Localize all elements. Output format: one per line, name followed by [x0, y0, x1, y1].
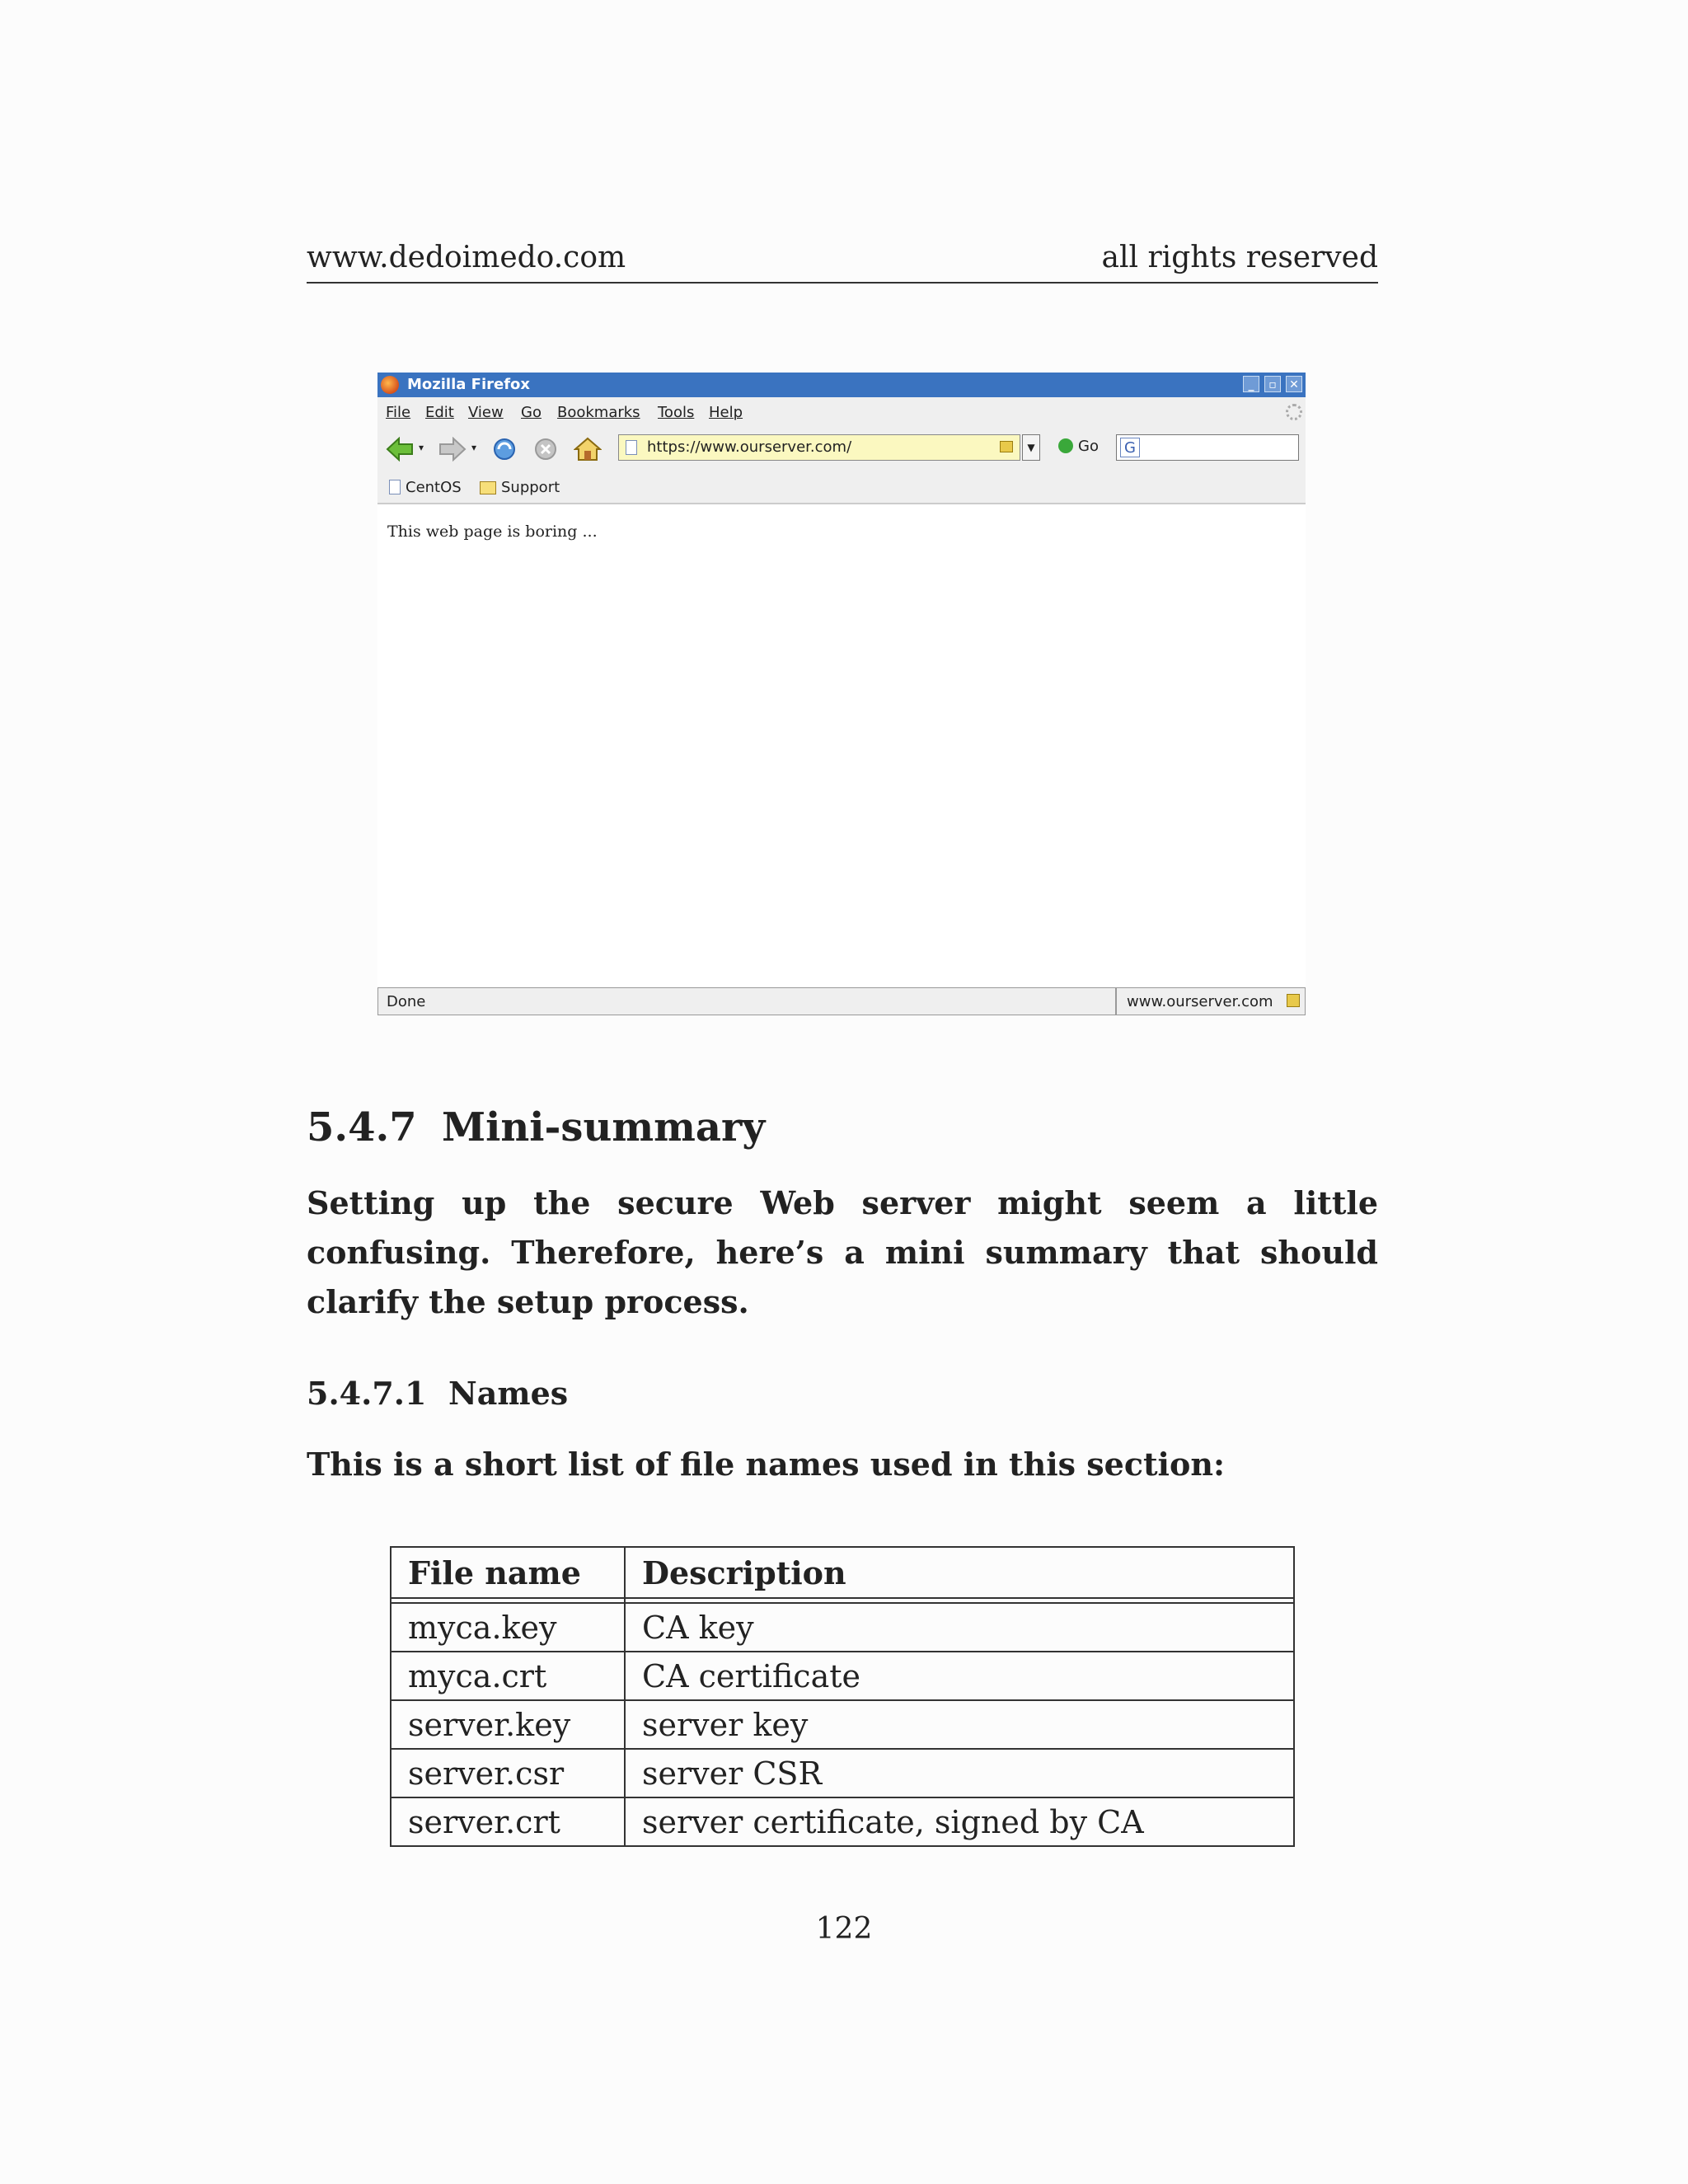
back-icon[interactable]	[386, 437, 414, 462]
bookmark-support[interactable]	[480, 479, 560, 496]
cell-file-name: server.csr	[391, 1749, 625, 1797]
header-file-name: File name	[391, 1547, 625, 1598]
status-padlock-icon[interactable]	[1287, 994, 1300, 1007]
throbber-icon	[1286, 404, 1302, 420]
search-engine-icon[interactable]: G	[1120, 438, 1140, 457]
navigation-toolbar	[377, 427, 1306, 470]
browser-titlebar	[377, 373, 1306, 397]
header-rights: all rights reserved	[1101, 241, 1378, 274]
padlock-icon[interactable]	[1000, 441, 1013, 452]
cell-file-name: myca.crt	[391, 1652, 625, 1700]
forward-icon[interactable]	[438, 437, 467, 462]
bookmark-page-icon	[389, 480, 401, 494]
status-bar	[377, 987, 1306, 1015]
table-row	[391, 1603, 1294, 1652]
search-input[interactable]	[1116, 434, 1299, 461]
status-host: www.ourserver.com	[1127, 993, 1273, 1010]
header-rule	[307, 282, 1378, 284]
cell-file-name: myca.key	[391, 1603, 625, 1652]
table-row	[391, 1797, 1294, 1846]
page-content-text: This web page is boring ...	[387, 523, 598, 541]
stop-icon[interactable]	[532, 437, 559, 462]
cell-description: CA key	[625, 1603, 1294, 1652]
forward-dropdown-icon[interactable]: ▾	[471, 442, 477, 453]
cell-description: server key	[625, 1700, 1294, 1749]
file-names-table	[390, 1546, 1295, 1847]
cell-description: CA certificate	[625, 1652, 1294, 1700]
go-button[interactable]	[1058, 438, 1099, 455]
page-number: 122	[815, 1912, 873, 1946]
bookmark-centos[interactable]	[389, 479, 462, 496]
section-paragraph: Setting up the secure Web server might seem a little confusing. Therefore, here’s a mini summary that should clarify the setup process.	[307, 1184, 1378, 1320]
url-bar[interactable]	[618, 434, 1020, 461]
browser-screenshot	[377, 373, 1306, 1015]
menu-view[interactable]: View	[468, 404, 504, 421]
status-text: Done	[387, 993, 426, 1010]
subsection-paragraph: This is a short list of file names used in this section:	[307, 1446, 1225, 1483]
back-dropdown-icon[interactable]: ▾	[419, 442, 424, 453]
status-divider	[1115, 988, 1117, 1015]
cell-file-name: server.key	[391, 1700, 625, 1749]
url-dropdown-icon[interactable]: ▼	[1022, 434, 1040, 461]
restore-icon[interactable]: ▫	[1264, 376, 1281, 392]
subsection-number: 5.4.7.1	[307, 1375, 427, 1412]
menu-tools[interactable]: Tools	[658, 404, 695, 421]
bookmarks-toolbar	[377, 470, 1306, 504]
menu-edit[interactable]: Edit	[425, 404, 454, 421]
folder-icon	[480, 481, 496, 494]
firefox-logo-icon	[381, 376, 399, 394]
section-number: 5.4.7	[307, 1104, 417, 1151]
table-header-row	[391, 1547, 1294, 1598]
menu-go[interactable]: Go	[521, 404, 542, 421]
header-site: www.dedoimedo.com	[307, 241, 626, 274]
table-row	[391, 1749, 1294, 1797]
menu-help[interactable]: Help	[709, 404, 743, 421]
table-row	[391, 1652, 1294, 1700]
page-icon	[626, 440, 637, 455]
menu-bookmarks[interactable]: Bookmarks	[557, 404, 640, 421]
browser-title: Mozilla Firefox	[407, 376, 531, 393]
reload-icon[interactable]	[491, 437, 518, 462]
header-description: Description	[625, 1547, 1294, 1598]
subsection-title: Names	[448, 1375, 569, 1412]
table-row	[391, 1700, 1294, 1749]
bookmark-label: Support	[501, 479, 560, 496]
url-text: https://www.ourserver.com/	[647, 438, 852, 456]
bookmark-label: CentOS	[406, 479, 462, 496]
cell-description: server CSR	[625, 1749, 1294, 1797]
section-title: Mini-summary	[442, 1104, 766, 1151]
menubar	[377, 397, 1306, 427]
close-icon[interactable]: ✕	[1286, 376, 1302, 392]
home-icon[interactable]	[574, 437, 602, 462]
go-label: Go	[1078, 438, 1099, 455]
minimize-icon[interactable]: _	[1243, 376, 1259, 392]
cell-file-name: server.crt	[391, 1797, 625, 1846]
menu-file[interactable]: File	[386, 404, 411, 421]
cell-description: server certificate, signed by CA	[625, 1797, 1294, 1846]
go-arrow-icon	[1058, 438, 1073, 453]
